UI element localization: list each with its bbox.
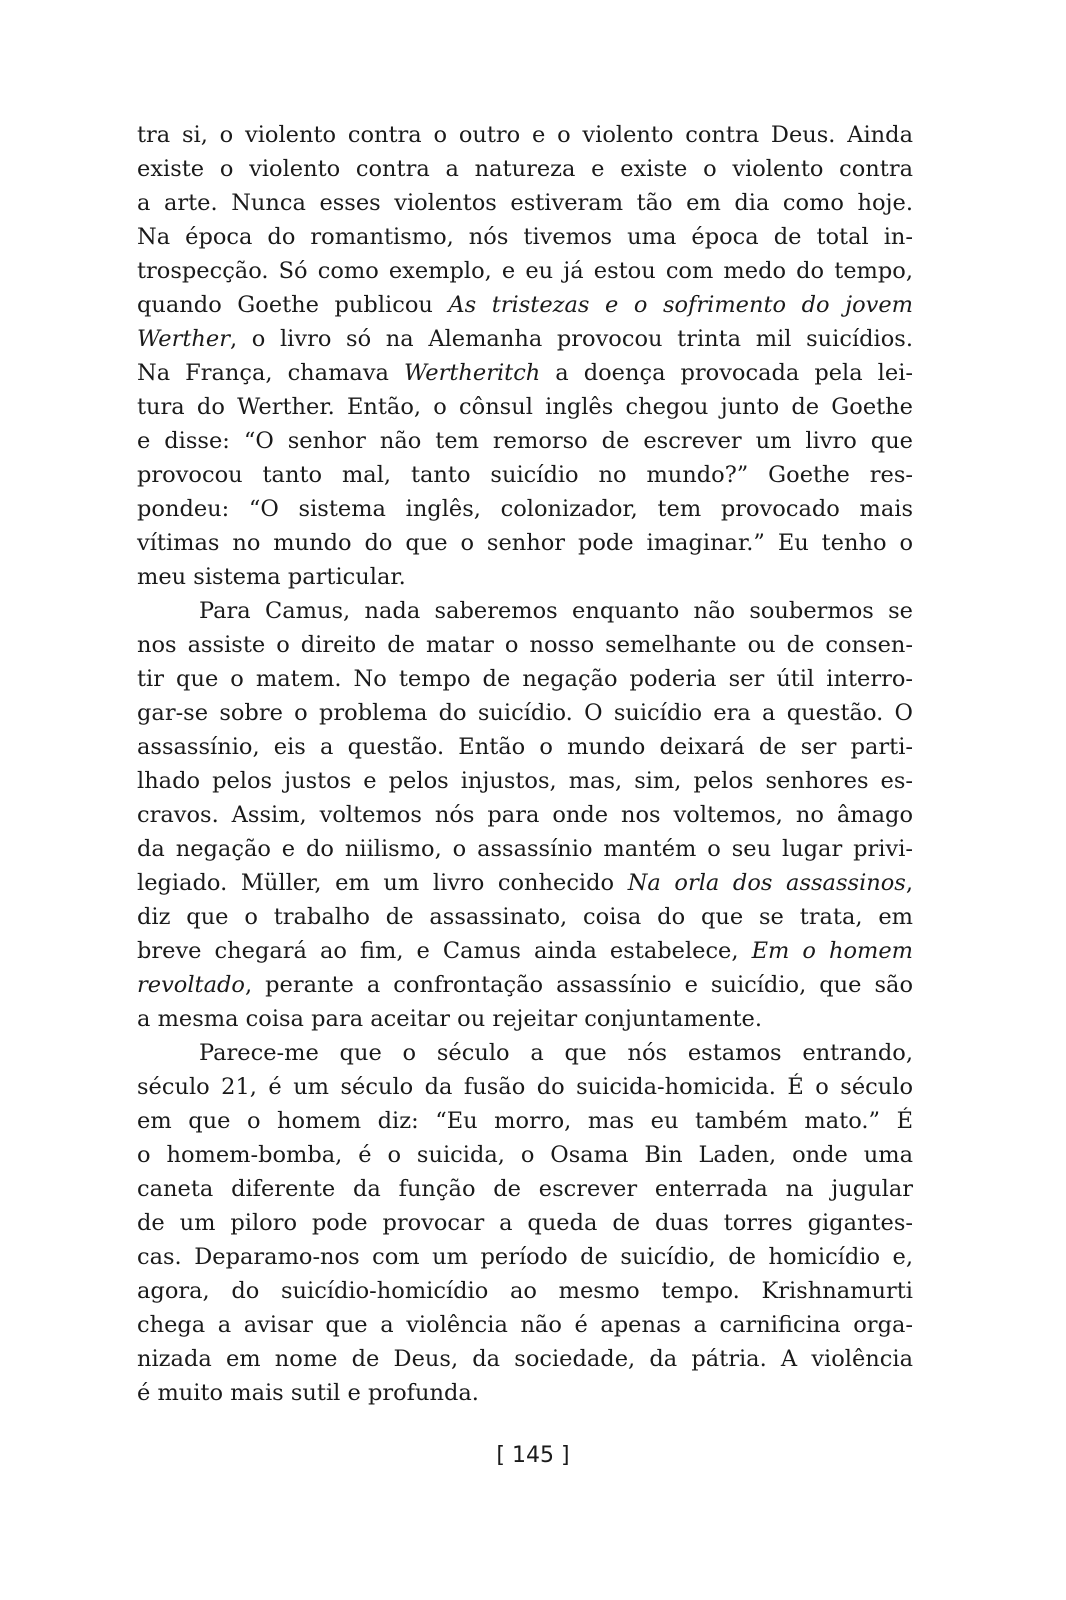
text-line bbox=[137, 1376, 913, 1410]
text-line bbox=[137, 152, 913, 186]
text-line bbox=[137, 730, 913, 764]
text-run: Na França, chamava bbox=[137, 360, 404, 386]
text-line bbox=[137, 220, 913, 254]
text-line bbox=[137, 526, 913, 560]
text-run: quando Goethe publicou bbox=[137, 292, 449, 318]
text-run: caneta diferente da função de escrever enterrada na jugular bbox=[137, 1176, 913, 1202]
text-line bbox=[137, 1342, 913, 1376]
text-run: provocou tanto mal, tanto suicídio no mundo?” Goethe res- bbox=[137, 462, 913, 488]
text-run: em que o homem diz: “Eu morro, mas eu também mato.” É bbox=[137, 1108, 913, 1134]
text-line bbox=[137, 628, 913, 662]
text-run: chega a avisar que a violência não é apenas a carnificina orga- bbox=[137, 1312, 913, 1338]
text-run: cravos. Assim, voltemos nós para onde nos voltemos, no âmago bbox=[137, 802, 913, 828]
text-run: da negação e do niilismo, o assassínio mantém o seu lugar privi- bbox=[137, 836, 913, 862]
paragraph bbox=[137, 118, 913, 594]
italic-title: As tristezas e o sofrimento do jovem bbox=[448, 292, 913, 318]
text-line bbox=[137, 254, 913, 288]
text-run: o homem-bomba, é o suicida, o Osama Bin Laden, onde uma bbox=[137, 1142, 913, 1168]
text-run: , bbox=[905, 870, 914, 896]
italic-title: revoltado bbox=[137, 972, 245, 998]
paragraph bbox=[137, 594, 913, 1036]
text-line bbox=[137, 1308, 913, 1342]
text-line bbox=[137, 288, 913, 322]
text-run: assassínio, eis a questão. Então o mundo deixará de ser parti- bbox=[137, 734, 913, 760]
text-run: gar-se sobre o problema do suicídio. O suicídio era a questão. O bbox=[137, 700, 913, 726]
text-run: a doença provocada pela lei- bbox=[540, 360, 913, 386]
text-line bbox=[137, 934, 913, 968]
paragraph bbox=[137, 1036, 913, 1410]
text-run: nizada em nome de Deus, da sociedade, da pátria. A violência bbox=[137, 1346, 913, 1372]
text-run: existe o violento contra a natureza e existe o violento contra bbox=[137, 156, 913, 182]
text-line bbox=[137, 866, 913, 900]
text-run: a mesma coisa para aceitar ou rejeitar conjuntamente. bbox=[137, 1006, 762, 1032]
text-line bbox=[137, 1104, 913, 1138]
text-line bbox=[137, 662, 913, 696]
text-run: lhado pelos justos e pelos injustos, mas, sim, pelos senhores es- bbox=[137, 768, 913, 794]
text-line bbox=[137, 1002, 913, 1036]
text-run: , perante a confrontação assassínio e suicídio, que são bbox=[244, 972, 913, 998]
text-line bbox=[137, 798, 913, 832]
text-line bbox=[137, 1036, 913, 1070]
text-run: de um piloro pode provocar a queda de duas torres gigantes- bbox=[137, 1210, 913, 1236]
text-line bbox=[137, 322, 913, 356]
text-line bbox=[137, 186, 913, 220]
text-line bbox=[137, 1138, 913, 1172]
text-run: Na época do romantismo, nós tivemos uma época de total in- bbox=[137, 224, 913, 250]
italic-title: Em o homem bbox=[751, 938, 913, 964]
text-line bbox=[137, 968, 913, 1002]
text-line bbox=[137, 1070, 913, 1104]
italic-title: Wertheritch bbox=[403, 360, 541, 386]
text-run: vítimas no mundo do que o senhor pode imaginar.” Eu tenho o bbox=[137, 530, 913, 556]
text-run: trospecção. Só como exemplo, e eu já estou com medo do tempo, bbox=[137, 258, 913, 284]
text-run: tura do Werther. Então, o cônsul inglês chegou junto de Goethe bbox=[137, 394, 913, 420]
text-run: Parece-me que o século a que nós estamos entrando, bbox=[199, 1040, 913, 1066]
text-run: , o livro só na Alemanha provocou trinta mil suicídios. bbox=[229, 326, 913, 352]
text-line bbox=[137, 356, 913, 390]
text-run: século 21, é um século da fusão do suicida-homicida. É o século bbox=[137, 1074, 913, 1100]
text-line bbox=[137, 1206, 913, 1240]
text-run: nos assiste o direito de matar o nosso semelhante ou de consen- bbox=[137, 632, 913, 658]
text-line bbox=[137, 764, 913, 798]
text-line bbox=[137, 560, 913, 594]
text-run: meu sistema particular. bbox=[137, 564, 406, 590]
text-line bbox=[137, 696, 913, 730]
text-line bbox=[137, 594, 913, 628]
page-number: [ 145 ] bbox=[496, 1443, 570, 1468]
text-run: legiado. Müller, em um livro conhecido bbox=[137, 870, 628, 896]
text-line bbox=[137, 900, 913, 934]
text-line bbox=[137, 832, 913, 866]
text-run: pondeu: “O sistema inglês, colonizador, tem provocado mais bbox=[137, 496, 913, 522]
text-line bbox=[137, 1274, 913, 1308]
italic-title: Werther bbox=[137, 326, 230, 352]
italic-title: Na orla dos assassinos bbox=[627, 870, 906, 896]
text-run: tir que o matem. No tempo de negação poderia ser útil interro- bbox=[137, 666, 913, 692]
text-line bbox=[137, 492, 913, 526]
text-line bbox=[137, 1172, 913, 1206]
text-run: breve chegará ao fim, e Camus ainda estabelece, bbox=[137, 938, 752, 964]
text-line bbox=[137, 1240, 913, 1274]
text-run: a arte. Nunca esses violentos estiveram tão em dia como hoje. bbox=[137, 190, 913, 216]
text-run: diz que o trabalho de assassinato, coisa do que se trata, em bbox=[137, 904, 913, 930]
text-line bbox=[137, 390, 913, 424]
text-run: e disse: “O senhor não tem remorso de escrever um livro que bbox=[137, 428, 913, 454]
text-run: é muito mais sutil e profunda. bbox=[137, 1380, 479, 1406]
text-run: Para Camus, nada saberemos enquanto não soubermos se bbox=[199, 598, 913, 624]
body-text bbox=[137, 118, 913, 1410]
text-line bbox=[137, 424, 913, 458]
text-run: agora, do suicídio-homicídio ao mesmo tempo. Krishnamurti bbox=[137, 1278, 913, 1304]
text-line bbox=[137, 458, 913, 492]
text-run: cas. Deparamo-nos com um período de suicídio, de homicídio e, bbox=[137, 1244, 913, 1270]
text-run: tra si, o violento contra o outro e o violento contra Deus. Ainda bbox=[137, 122, 913, 148]
text-line bbox=[137, 118, 913, 152]
